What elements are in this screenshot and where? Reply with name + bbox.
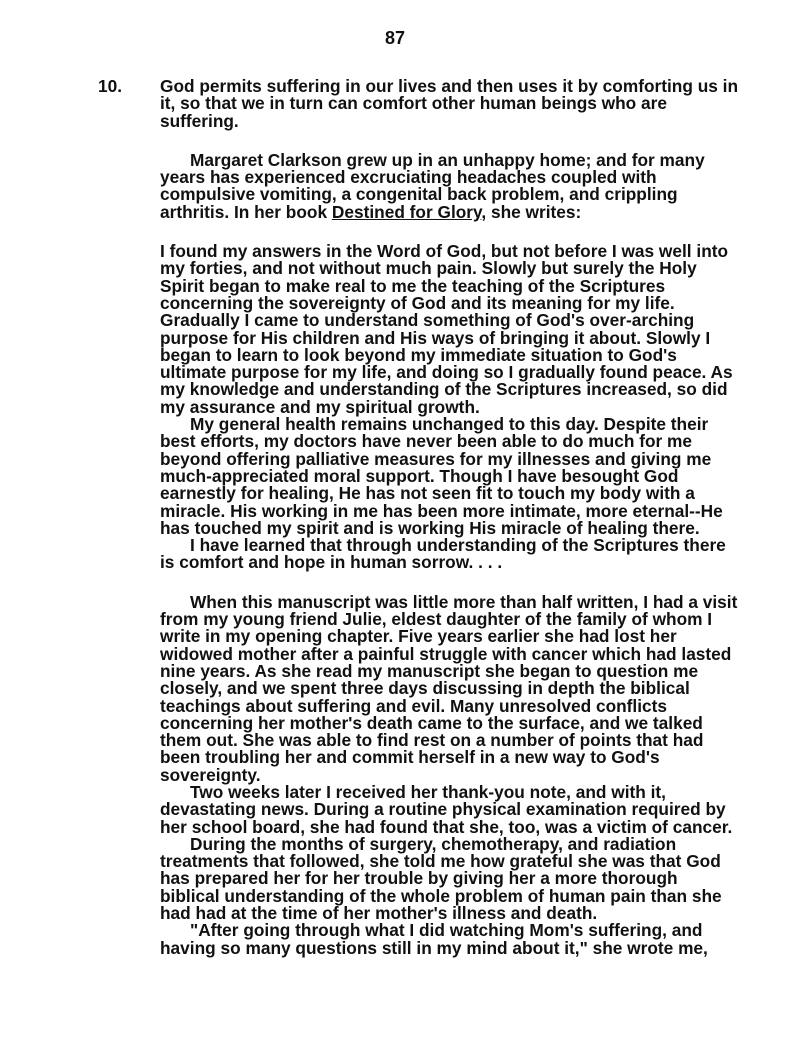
narrative-paragraph: When this manuscript was little more than half written, I had a visit from my young friend Julie, eldest daughter of the family of whom I write in my opening chapter. Five years earlier she had lost her widowed mother after a painful struggle with cancer which had lasted nine years. As she read my manuscript she began to question me closely, and we spent three days discussing in depth the biblical teachings about suffering and evil. Many unresolved conflicts concerning her mother's death came to the surface, and we talked them out. She was able to find rest on a number of points that had been troubling her and commit herself in a new way to God's sovereignty. — [160, 591, 738, 785]
point-statement: God permits suffering in our lives and then uses it by comforting us in it, so that we in turn can comfort other human beings who are suffering. — [160, 76, 739, 131]
page-number: 87 — [384, 28, 406, 48]
narrative-paragraph: "After going through what I did watching Mom's suffering, and having so many questions still in my mind about it," she wrote me, — [160, 920, 708, 958]
intro-text: Margaret Clarkson grew up in an unhappy home; and for many years has experienced excruciating headaches coupled with compulsive vomiting, a congenital back problem, and crippling arthritis. In her book — [160, 149, 705, 222]
intro-paragraph — [98, 149, 740, 222]
narrative — [98, 591, 740, 958]
quote-paragraph: I have learned that through understanding of the Scriptures there is comfort and hope in human sorrow. . . . — [160, 535, 726, 573]
page-body — [98, 78, 740, 957]
point-number: 10. — [98, 76, 123, 96]
book-title: Destined for Glory — [331, 201, 482, 222]
intro-text-end: , she writes: — [481, 201, 582, 222]
block-quote — [98, 243, 740, 572]
narrative-paragraph: During the months of surgery, chemotherapy, and radiation treatments that followed, she told me how grateful she was that God has prepared her for her trouble by giving her a more thorough biblical understanding of the whole problem of human pain than she had had at the time of her mother's illness and death. — [160, 833, 722, 924]
numbered-point — [98, 78, 740, 130]
quote-paragraph: My general health remains unchanged to this day. Despite their best efforts, my doctors have never been able to do much for me beyond offering palliative measures for my illnesses and giving me much-appreciated moral support. Though I have besought God earnestly for healing, He has not seen fit to touch my body with a miracle. His working in me has been more intimate, more eternal--He has touched my spirit and is working His miracle of healing there. — [160, 414, 723, 538]
narrative-paragraph: Two weeks later I received her thank-you note, and with it, devastating news. During a routine physical examination required by her school board, she had found that she, too, was a victim of cancer. — [160, 781, 733, 837]
quote-paragraph: I found my answers in the Word of God, but not before I was well into my forties, and not without much pain. Slowly but surely the Holy Spirit began to make real to me the teaching of the Scriptures concerning the sovereignty of God and its meaning for my life. Gradually I came to understand something of God's over-arching purpose for His children and His ways of bringing it about. Slowly I began to learn to look beyond my immediate situation to God's ultimate purpose for my life, and doing so I gradually found peace. As my knowledge and understanding of the Scriptures increased, so did my assurance and my spiritual growth. — [160, 241, 733, 417]
